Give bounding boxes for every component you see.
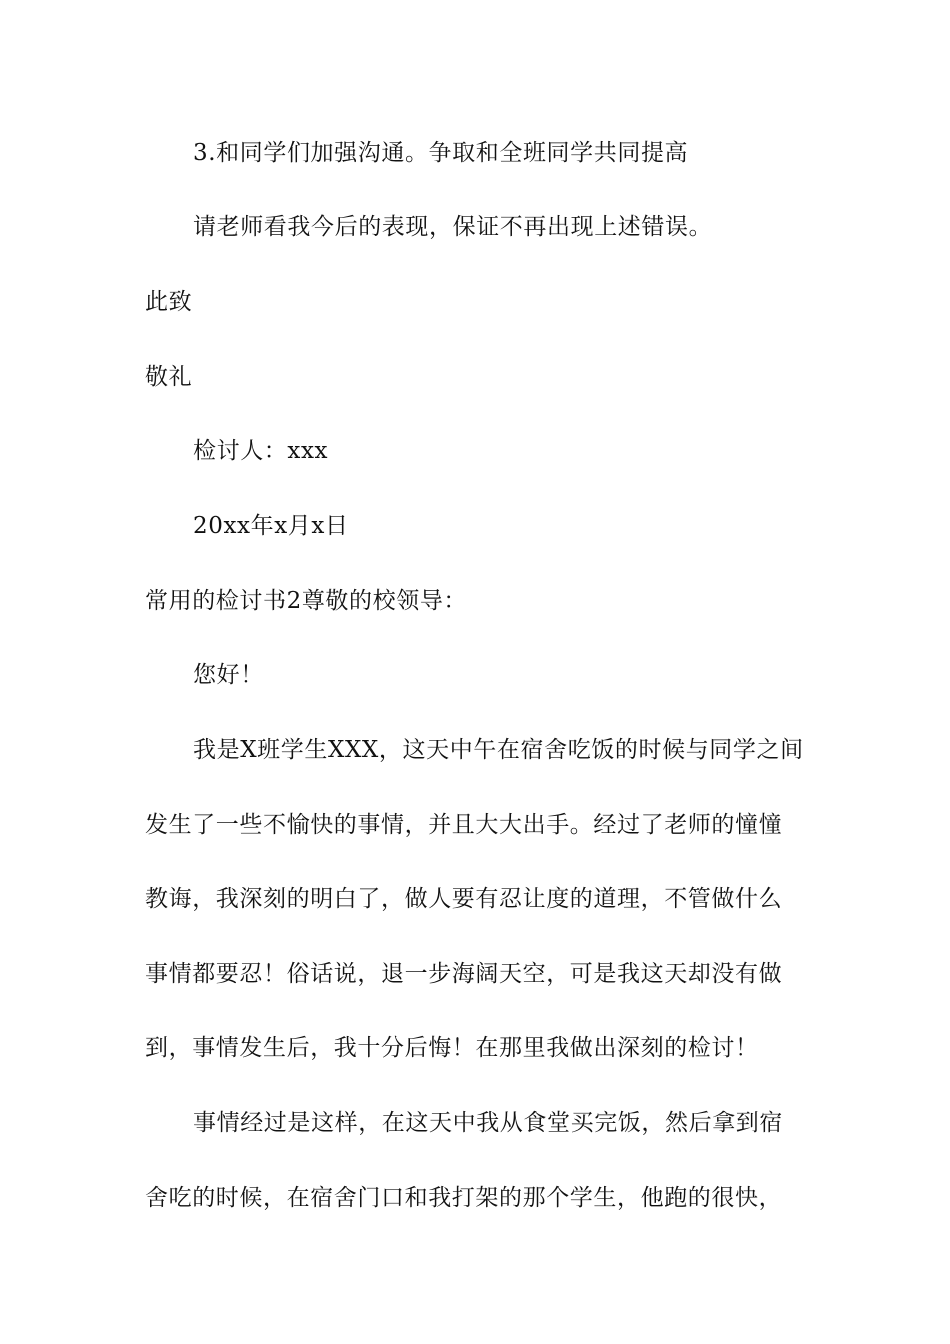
date-line: 20xx年x月x日 xyxy=(193,513,349,539)
signature-line: 检讨人：xxx xyxy=(193,438,329,464)
paragraph-line: 舍吃的时候，在宿舍门口和我打架的那个学生，他跑的很快， xyxy=(145,1185,783,1211)
greeting-line: 您好！ xyxy=(193,662,264,688)
salutation-line: 敬礼 xyxy=(145,364,193,390)
paragraph-line: 发生了一些不愉快的事情，并且大大出手。经过了老师的憧憧 xyxy=(145,812,783,838)
paragraph-line: 到，事情发生后，我十分后悔！在那里我做出深刻的检讨！ xyxy=(145,1035,759,1061)
paragraph-line: 我是X班学生XXX，这天中午在宿舍吃饭的时候与同学之间 xyxy=(193,737,804,763)
paragraph-line: 事情经过是这样，在这天中我从食堂买完饭，然后拿到宿 xyxy=(193,1110,783,1136)
paragraph-line: 教诲，我深刻的明白了，做人要有忍让度的道理，不管做什么 xyxy=(145,886,783,912)
paragraph-line: 3.和同学们加强沟通。争取和全班同学共同提高 xyxy=(193,140,689,166)
salutation-line: 此致 xyxy=(145,289,193,315)
heading-line: 常用的检讨书2尊敬的校领导： xyxy=(145,588,468,614)
paragraph-line: 请老师看我今后的表现，保证不再出现上述错误。 xyxy=(193,214,713,240)
paragraph-line: 事情都要忍！俗话说，退一步海阔天空，可是我这天却没有做 xyxy=(145,961,783,987)
